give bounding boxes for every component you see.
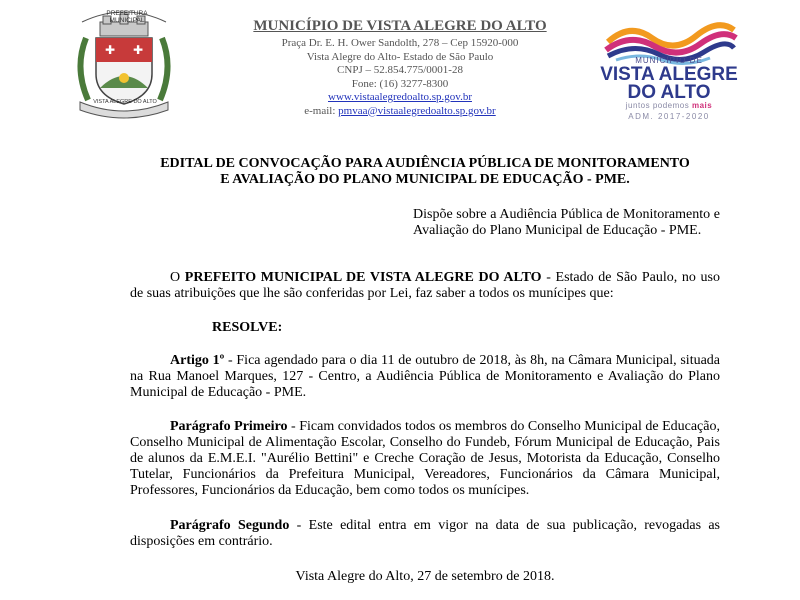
cnpj-line: CNPJ – 52.854.775/0001-28 bbox=[337, 64, 463, 76]
coat-of-arms-ribbon: VISTA ALEGRE DO ALTO bbox=[93, 99, 157, 105]
coat-of-arms-caption: PREFEITURA MUNICIPAL bbox=[106, 10, 148, 24]
municipality-title: MUNICÍPIO DE VISTA ALEGRE DO ALTO bbox=[253, 18, 547, 34]
resolve-heading: RESOLVE: bbox=[212, 320, 283, 335]
mayor-title: PREFEITO MUNICIPAL DE VISTA ALEGRE DO ALTO bbox=[184, 270, 542, 285]
city-state-line: Vista Alegre do Alto- Estado de São Paulo bbox=[306, 50, 494, 63]
document-title bbox=[130, 156, 720, 188]
brand-name-line2: DO ALTO bbox=[627, 82, 711, 103]
website-link[interactable]: www.vistaalegredoalto.sp.gov.br bbox=[328, 91, 472, 103]
document-title-line2: E AVALIAÇÃO DO PLANO MUNICIPAL DE EDUCAÇÃO - PME. bbox=[220, 172, 630, 187]
address-line: Praça Dr. E. H. Ower Sandolth, 278 – Cep 15920-000 bbox=[281, 37, 519, 49]
intro-text: - Estado de São Paulo, no uso de suas atribuições que lhe são conferidas por Lei, faz saber a todos os munícipes que: bbox=[130, 270, 720, 301]
letterhead bbox=[230, 18, 570, 118]
paragraph-first-label: Parágrafo Primeiro bbox=[170, 419, 288, 434]
document-summary: Dispõe sobre a Audiência Pública de Monitoramento e Avaliação do Plano Municipal de Educação - PME. bbox=[413, 207, 720, 238]
paragraph-first-text: - Ficam convidados todos os membros do Conselho Municipal de Educação, Conselho Municipal de Alimentação Escolar, Conselho do Fundeb, Fórum Municipal de Educação, Pais de alunos da E.M.E.I. "Aurélio Bettini" e Creche Coração de Jesus, Motorista da Educação, Conselho Tutelar, Funcionários da Prefeitura Municipal, Vereadores, Funcionários da Câmara Municipal, Professores, Funcionários da Educação, bem como todos os munícipes. bbox=[130, 419, 720, 498]
brand-admin-period: ADM. 2017-2020 bbox=[628, 112, 710, 121]
document-title-line1: EDITAL DE CONVOCAÇÃO PARA AUDIÊNCIA PÚBLICA DE MONITORAMENTO bbox=[160, 156, 690, 171]
brand-prefix: MUNICÍPIO DE bbox=[635, 56, 703, 65]
paragraph-second bbox=[130, 518, 720, 550]
brand-tagline bbox=[600, 101, 738, 110]
article-1-paragraph bbox=[130, 353, 720, 401]
email-label: e-mail: bbox=[304, 104, 336, 117]
paragraph-second-text: - Este edital entra em vigor na data de sua publicação, revogadas as disposições em contrário. bbox=[130, 518, 721, 549]
date-line: Vista Alegre do Alto, 27 de setembro de 2018. bbox=[295, 569, 555, 584]
paragraph-first bbox=[130, 419, 720, 499]
brand-tagline-accent: mais bbox=[691, 101, 713, 110]
intro-prefix: O bbox=[170, 270, 185, 285]
brand-name bbox=[600, 66, 738, 102]
brand-tagline-text: juntos podemos bbox=[625, 101, 690, 110]
brand-name-line1: VISTA ALEGRE bbox=[600, 64, 738, 85]
svg-text:✚: ✚ bbox=[132, 43, 144, 57]
phone-line: Fone: (16) 3277-8300 bbox=[351, 77, 449, 90]
paragraph-second-label: Parágrafo Segundo bbox=[170, 518, 290, 533]
email-link[interactable]: pmvaa@vistaalegredoalto.sp.gov.br bbox=[338, 104, 496, 117]
article-1-text: - Fica agendado para o dia 11 de outubro de 2018, às 8h, na Câmara Municipal, situada na Rua Manoel Marques, 127 - Centro, a Audiência Pública de Monitoramento e Avaliação do Plano Municipal de Educação - PME. bbox=[130, 353, 721, 400]
article-1-label: Artigo 1º bbox=[170, 353, 225, 368]
svg-text:✚: ✚ bbox=[104, 43, 116, 57]
intro-paragraph bbox=[130, 270, 720, 302]
